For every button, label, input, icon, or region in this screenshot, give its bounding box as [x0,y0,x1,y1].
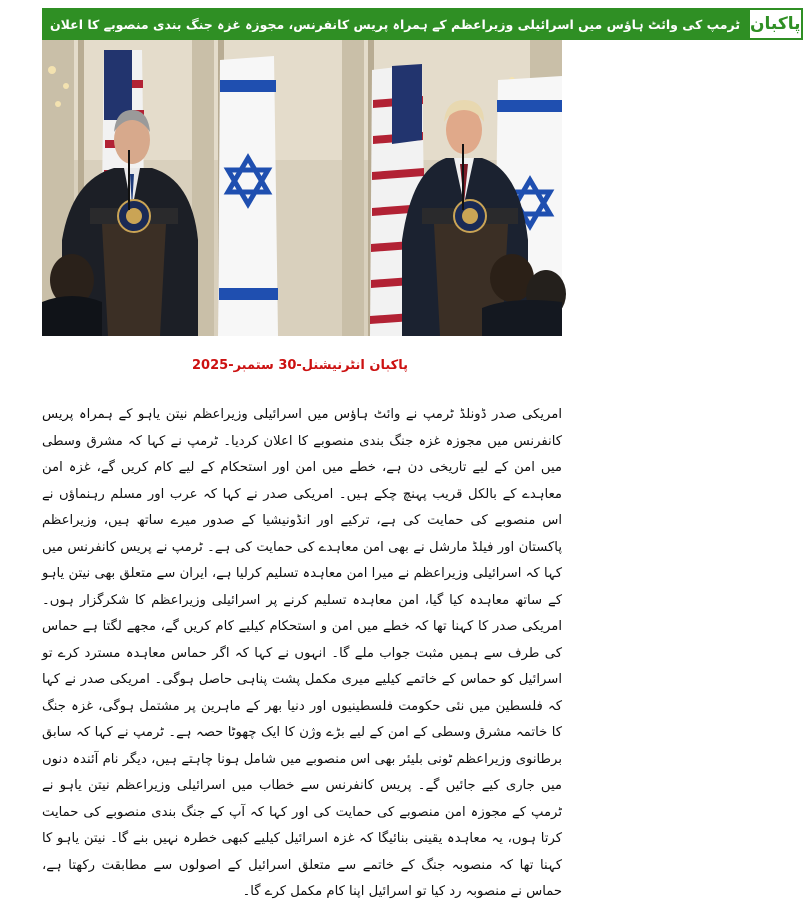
brand-logo: پاکبان [748,8,803,40]
header-bar [42,8,801,40]
news-photo [42,40,562,336]
dateline: پاکبان انٹرنیشنل-30 ستمبر-2025 [192,358,408,373]
article-body: امریکی صدر ڈونلڈ ٹرمپ نے وائٹ ہاؤس میں اسرائیلی وزیراعظم نیتن یاہو کے ہمراہ پریس کانفرنس میں مجوزہ غزہ جنگ بندی منصوبے کا اعلان کردیا۔ ٹرمپ نے کہا کہ مشرق وسطی میں امن کے لیے تاریخی دن ہے، خطے میں امن اور استحکام کے لیے کام کریں گے، غزہ امن معاہدے کے بالکل قریب پہنچ چکے ہیں۔ امریکی صدر نے کہا کہ عرب اور مسلم رہنماؤں نے اس منصوبے کی حمایت کی ہے، ترکیے اور انڈونیشیا کے صدور میرے ساتھ ہیں، وزیراعظم پاکستان اور فیلڈ مارشل نے بھی امن معاہدے کی حمایت کی ہے۔ ٹرمپ نے پریس کانفرنس میں کہا کہ اسرائیلی وزیراعظم نے میرا امن معاہدہ تسلیم کرلیا ہے، ایران سے متعلق بھی نیتن یاہو کے ساتھ معاہدہ کیا گیا، امن معاہدہ تسلیم کرنے پر اسرائیلی وزیراعظم کا شکرگزار ہوں۔ امریکی صدر کا کہنا تھا کہ خطے میں امن و استحکام کیلیے کام کریں گے، مجھے لگتا ہے حماس کی طرف سے ہمیں مثبت جواب ملے گا۔ انہوں نے کہا کہ اگر حماس معاہدہ مسترد کرے تو اسرائیل کو حماس کے خاتمے کیلیے میری مکمل پشت پناہی حاصل ہوگی۔ امریکی صدر نے کہا کہ فلسطین میں نئی حکومت فلسطینیوں اور دنیا بھر کے ماہرین پر مشتمل ہوگی، غزہ جنگ کا خاتمہ مشرق وسطی کے امن کے لیے بڑے وژن کا ایک چھوٹا حصہ ہے۔ ٹرمپ نے کہا کہ سابق برطانوی وزیراعظم ٹونی بلیئر بھی اس منصوبے میں شامل ہونا چاہتے ہیں، دیگر نام آئندہ دنوں میں جاری کیے جائیں گے۔ پریس کانفرنس سے خطاب میں اسرائیلی وزیراعظم نیتن یاہو نے ٹرمپ کے مجوزہ امن منصوبے کی حمایت کی اور کہا کہ آپ کے جنگ بندی منصوبے کی حمایت کرتا ہوں، یہ معاہدہ یقینی بنائیگا کہ غزہ اسرائیل کیلیے کبھی خطرہ نہیں بنے گا۔ نیتن یاہو کا کہنا تھا کہ منصوبہ جنگ کے خاتمے سے متعلق اسرائیل کے اصولوں سے مطابقت رکھتا ہے، حماس نے منصوبہ رد کیا تو اسرائیل اپنا کام مکمل کرے گا۔ [42,407,562,899]
headline: ٹرمپ کی وائٹ ہاؤس میں اسرائیلی وزیراعظم کے ہمراہ پریس کانفرنس، مجوزہ غزہ جنگ بندی منصوبے کا اعلان [42,8,748,40]
